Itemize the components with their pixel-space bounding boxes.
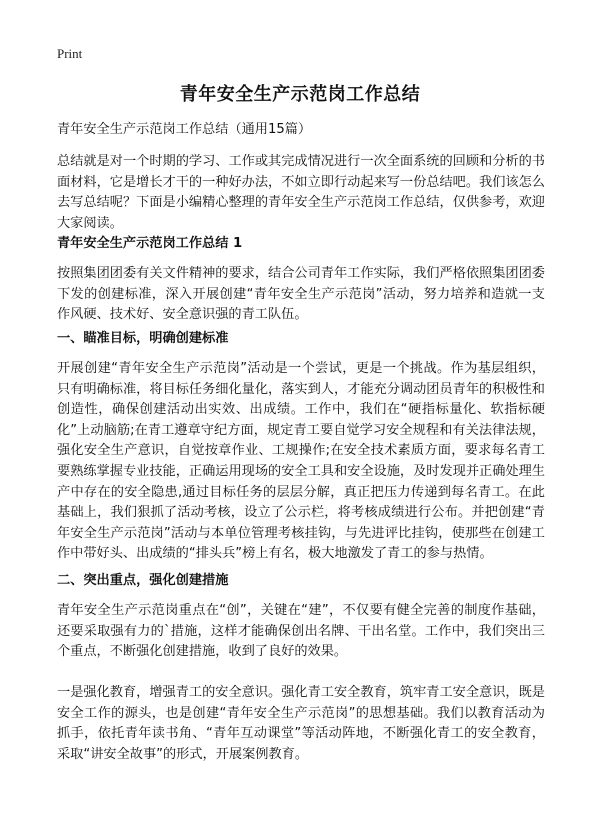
paragraph-one: 开展创建“青年安全生产示范岗”活动是一个尝试，更是一个挑战。作为基层组织，只有明确标准，将目标任务细化量化，落实到人，才能充分调动团员青年的积极性和创造性，确保创建活动出实效、出成绩。工作中，我们在“硬指标量化、软指标硬化”上动脑筋;在青工遵章守纪方面，规定青工要自觉学习安全规程和有关法律法规，强化安全生产意识，自觉按章作业、工规操作;在安全技术素质方面，要求每名青工要熟练掌握专业技能，正确运用现场的安全工具和安全设施，及时发现并正确处理生产中存在的安全隐患,通过目标任务的层层分解，真正把压力传递到每名青工。在此基础上，我们狠抓了活动考核，设立了公示栏，将考核成绩进行公布。并把创建“青年安全生产示范岗”活动与本单位管理考核挂钩，与先进评比挂钩，使那些在创建工作中带好头、出成绩的“排头兵”榜上有名，极大地激发了青工的参与热情。 <box>57 361 545 562</box>
paragraph-two: 青年安全生产示范岗重点在“创”，关键在“建”，不仅要有健全完善的制度作基础，还要采取强有力的`措施，这样才能确保创出名牌、干出名堂。工作中，我们突出三个重点，不断强化创建措施，收到了良好的效果。 <box>57 603 545 660</box>
document-subtitle: 青年安全生产示范岗工作总结（通用15篇） <box>57 122 312 137</box>
section-heading-1: 青年安全生产示范岗工作总结 1 <box>57 236 243 251</box>
section-1-paragraph: 按照集团团委有关文件精神的要求，结合公司青年工作实际，我们严格依照集团团委下发的创建标准，深入开展创建“青年安全生产示范岗”活动，努力培养和造就一支作风硬、技术好、安全意识强的青工队伍。 <box>57 266 545 323</box>
intro-paragraph: 总结就是对一个时期的学习、工作或其完成情况进行一次全面系统的回顾和分析的书面材料，它是增长才干的一种好办法，不如立即行动起来写一份总结吧。我们该怎么去写总结呢？下面是小编精心整理的青年安全生产示范岗工作总结，仅供参考，欢迎大家阅读。 <box>57 154 545 231</box>
paragraph-three: 一是强化教育，增强青工的安全意识。强化青工安全教育，筑牢青工安全意识，既是安全工作的源头，也是创建“青年安全生产示范岗”的思想基础。我们以教育活动为抓手，依托青年读书角、“青年互动课堂”等活动阵地，不断强化青工的安全教育，采取“讲安全故事”的形式，开展案例教育。 <box>57 685 545 762</box>
document-title: 青年安全生产示范岗工作总结 <box>179 84 421 105</box>
print-label[interactable]: Print <box>57 46 83 61</box>
subheading-two: 二、突出重点，强化创建措施 <box>57 573 229 588</box>
subheading-one: 一、瞄准目标，明确创建标准 <box>57 331 229 346</box>
